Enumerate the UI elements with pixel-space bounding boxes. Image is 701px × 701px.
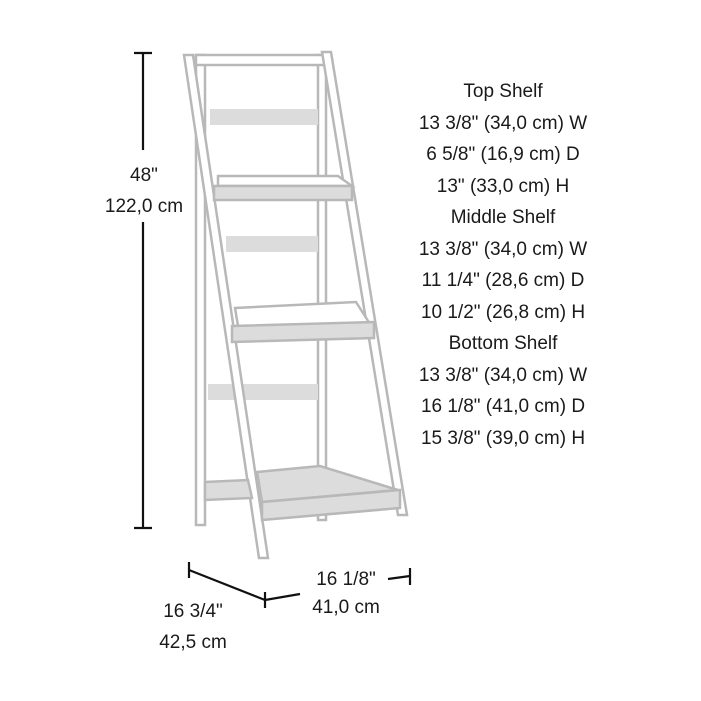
width-label: [296, 566, 396, 622]
depth-imperial: 16 3/4": [163, 601, 223, 622]
front-right-leg: [322, 52, 407, 515]
height-imperial: 48": [130, 165, 158, 186]
back-slat-2: [226, 236, 318, 252]
shelf-specs: [398, 76, 608, 454]
width-imperial: 16 1/8": [316, 569, 376, 590]
middle-shelf-height: 10 1/2" (26,8 cm) H: [420, 301, 586, 323]
back-slat-3: [208, 384, 318, 400]
back-frame-right-post: [318, 55, 326, 520]
top-shelf-width: 13 3/8" (34,0 cm) W: [418, 112, 588, 134]
depth-metric: 42,5 cm: [159, 632, 227, 653]
top-shelf-height: 13" (33,0 cm) H: [436, 175, 570, 197]
bottom-shelf-side: [205, 480, 252, 500]
back-slat-1: [210, 109, 318, 125]
bottom-shelf-width: 13 3/8" (34,0 cm) W: [418, 364, 588, 386]
middle-shelf-front: [232, 322, 374, 342]
width-line: [265, 594, 300, 600]
middle-shelf-title: Middle Shelf: [450, 207, 556, 228]
width-metric: 41,0 cm: [312, 597, 380, 618]
height-metric: 122,0 cm: [104, 196, 184, 217]
depth-label: [128, 596, 258, 658]
top-shelf-front: [214, 186, 352, 200]
top-shelf-surface: [218, 176, 352, 186]
top-shelf-depth: 6 5/8" (16,9 cm) D: [426, 144, 580, 165]
bottom-shelf-depth: 16 1/8" (41,0 cm) D: [420, 396, 586, 417]
back-frame: [196, 55, 326, 525]
back-frame-top-rail: [196, 55, 326, 65]
height-label: [94, 160, 194, 222]
bottom-shelf-height: 15 3/8" (39,0 cm) H: [420, 427, 586, 449]
bottom-shelf-title: Bottom Shelf: [448, 333, 558, 354]
back-slats: [208, 109, 318, 400]
middle-shelf-width: 13 3/8" (34,0 cm) W: [418, 238, 588, 260]
top-shelf-title: Top Shelf: [463, 81, 543, 102]
middle-shelf-depth: 11 1/4" (28,6 cm) D: [421, 270, 585, 291]
